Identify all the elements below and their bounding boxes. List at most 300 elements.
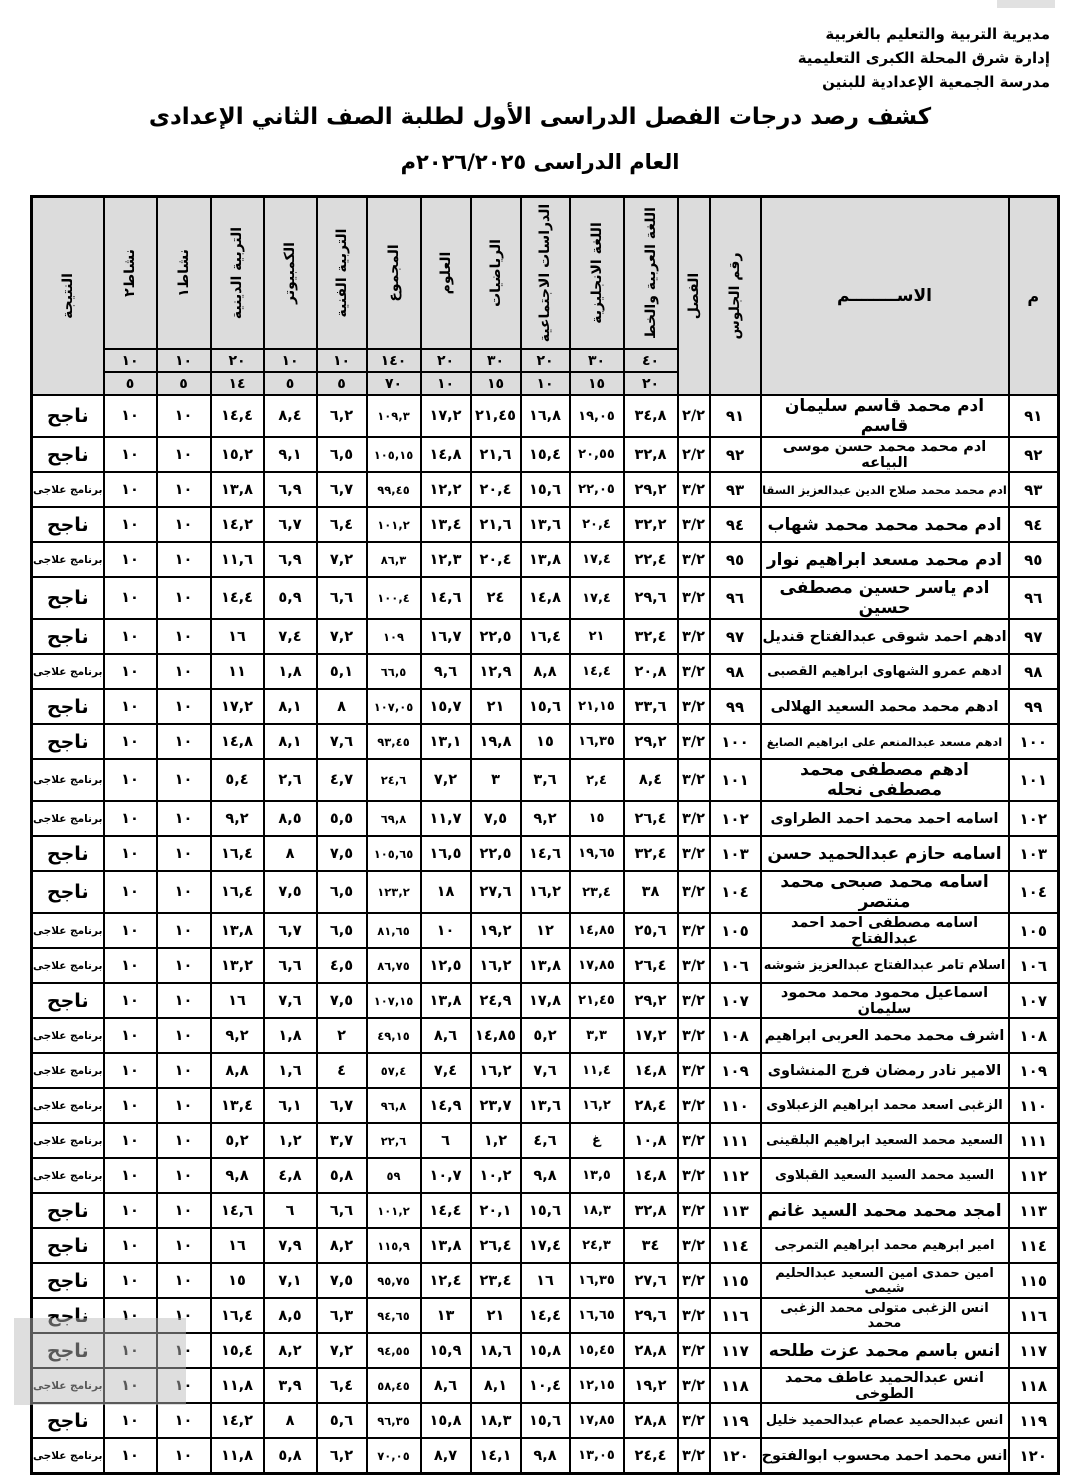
cell-social: ١٤,٤ (521, 1298, 570, 1333)
cell-total: ٩٤,٦٥ (367, 1298, 421, 1333)
cell-computer: ٦,٧ (264, 913, 317, 948)
cell-act2: ١٠ (104, 1193, 157, 1228)
cell-act2: ١٠ (104, 507, 157, 542)
cell-social: ٣,٦ (521, 759, 570, 801)
cell-religion: ١٦,٤ (211, 1298, 264, 1333)
cell-computer: ٦,٧ (264, 507, 317, 542)
cell-art: ٧,٢ (317, 619, 367, 654)
cell-religion: ١٤,٤ (211, 577, 264, 619)
cell-act1: ١٠ (157, 1438, 211, 1474)
cell-act1: ١٠ (157, 1368, 211, 1403)
cell-serial: ٩٧ (1009, 619, 1059, 654)
cell-grade: ٣/٢ (678, 1263, 710, 1298)
cell-arabic: ٢٦,٤ (624, 948, 678, 983)
cell-total: ١٠٧,٠٥ (367, 689, 421, 724)
student-row (32, 1158, 1059, 1193)
cell-religion: ١٤,٦ (211, 1193, 264, 1228)
cell-grade: ٣/٢ (678, 1438, 710, 1474)
cell-result: ناجح (32, 724, 104, 759)
cell-english: ٢٤,٣ (570, 1228, 624, 1263)
cell-result: ناجح (32, 507, 104, 542)
cell-math: ٢١,٤٥ (471, 395, 521, 437)
cell-arabic: ٣٢,٢ (624, 507, 678, 542)
header-row (32, 197, 1059, 350)
cell-serial: ٩٥ (1009, 542, 1059, 577)
cell-math: ٢٣,٧ (471, 1088, 521, 1123)
cell-act2: ١٠ (104, 948, 157, 983)
cell-english: ١٦,٣٥ (570, 724, 624, 759)
cell-social: ١٠,٤ (521, 1368, 570, 1403)
cell-serial: ١٠٦ (1009, 948, 1059, 983)
cell-grade: ٣/٢ (678, 1123, 710, 1158)
cell-act1: ١٠ (157, 1263, 211, 1298)
cell-serial: ١١٨ (1009, 1368, 1059, 1403)
cell-arabic: ٢٤,٤ (624, 1438, 678, 1474)
cell-grade: ٣/٢ (678, 1018, 710, 1053)
full-mark-cell: ٣٠ (471, 349, 521, 372)
cell-science: ١٣,٨ (421, 1228, 471, 1263)
cell-science: ١١,٧ (421, 801, 471, 836)
cell-result: برنامج علاجى (32, 759, 104, 801)
cell-english: ١٣,٠٥ (570, 1438, 624, 1474)
cell-total: ٩٩,٤٥ (367, 472, 421, 507)
cell-religion: ١١,٦ (211, 542, 264, 577)
students-body (32, 395, 1059, 1474)
cell-arabic: ٢٠,٨ (624, 654, 678, 689)
cell-total: ١١٥,٩ (367, 1228, 421, 1263)
student-row (32, 913, 1059, 948)
cell-computer: ٨,٥ (264, 801, 317, 836)
student-row (32, 948, 1059, 983)
cell-act2: ١٠ (104, 1263, 157, 1298)
cell-total: ٩٣,٤٥ (367, 724, 421, 759)
cell-serial: ١٠٧ (1009, 983, 1059, 1018)
cell-art: ٦,٢ (317, 1438, 367, 1474)
min-mark-cell: ٧٠ (367, 372, 421, 395)
cell-seat: ٩٧ (710, 619, 761, 654)
cell-science: ١٢,٣ (421, 542, 471, 577)
cell-arabic: ٣٢,٤ (624, 836, 678, 871)
cell-social: ١٢ (521, 913, 570, 948)
cell-science: ١٥,٩ (421, 1333, 471, 1368)
cell-act1: ١٠ (157, 395, 211, 437)
cell-name: ادهم عمرو الشهاوى ابراهيم القصبى (761, 654, 1009, 689)
cell-religion: ١١,٨ (211, 1368, 264, 1403)
cell-serial: ١١٢ (1009, 1158, 1059, 1193)
min-mark-cell: ١٥ (471, 372, 521, 395)
cell-seat: ٩٤ (710, 507, 761, 542)
student-row (32, 542, 1059, 577)
cell-act2: ١٠ (104, 759, 157, 801)
cell-science: ١٤,٦ (421, 577, 471, 619)
cell-name: انس الزغبى متولى محمد الزغبى محمد (761, 1298, 1009, 1333)
cell-art: ٦,٦ (317, 577, 367, 619)
col-activity-2: نشاط٢ (104, 197, 157, 350)
cell-english: ٢١,١٥ (570, 689, 624, 724)
administration-line: إدارة شرق المحلة الكبرى التعليمية (797, 49, 1050, 67)
cell-art: ٦,٥ (317, 913, 367, 948)
cell-name: اسامه محمد صبحى محمد منتصر (761, 871, 1009, 913)
scan-artifact-bottom-left (14, 1318, 186, 1405)
cell-act2: ١٠ (104, 983, 157, 1018)
cell-social: ١٦,٨ (521, 395, 570, 437)
cell-seat: ١٠٥ (710, 913, 761, 948)
cell-name: انس محمد احمد محسوب ابوالفتوح (761, 1438, 1009, 1474)
min-mark-cell: ١٥ (570, 372, 624, 395)
cell-seat: ١٠٣ (710, 836, 761, 871)
col-total: المجموع (367, 197, 421, 350)
cell-act1: ١٠ (157, 948, 211, 983)
cell-seat: ١١٨ (710, 1368, 761, 1403)
cell-act2: ١٠ (104, 654, 157, 689)
cell-grade: ٣/٢ (678, 983, 710, 1018)
cell-seat: ١٠٠ (710, 724, 761, 759)
cell-computer: ٥,٩ (264, 577, 317, 619)
cell-grade: ٣/٢ (678, 542, 710, 577)
cell-seat: ٩٨ (710, 654, 761, 689)
cell-social: ١٣,٨ (521, 948, 570, 983)
school-header (798, 22, 1050, 94)
student-row (32, 689, 1059, 724)
student-row (32, 1263, 1059, 1298)
cell-act2: ١٠ (104, 1018, 157, 1053)
cell-science: ١٣,٤ (421, 507, 471, 542)
cell-total: ١٠٧,١٥ (367, 983, 421, 1018)
cell-result: ناجح (32, 437, 104, 472)
cell-serial: ٩٤ (1009, 507, 1059, 542)
cell-religion: ١١,٨ (211, 1438, 264, 1474)
col-class: الفصل (678, 197, 710, 396)
cell-english: ١٧,٤ (570, 577, 624, 619)
cell-act1: ١٠ (157, 1123, 211, 1158)
cell-arabic: ٣٣,٦ (624, 689, 678, 724)
cell-serial: ١٠٤ (1009, 871, 1059, 913)
cell-total: ٢٢,٦ (367, 1123, 421, 1158)
cell-act2: ١٠ (104, 1298, 157, 1333)
cell-act2: ١٠ (104, 1053, 157, 1088)
cell-social: ٤,٦ (521, 1123, 570, 1158)
cell-science: ١٢,٥ (421, 948, 471, 983)
cell-math: ٢٢,٥ (471, 619, 521, 654)
cell-computer: ٥,٨ (264, 1438, 317, 1474)
cell-computer: ٨ (264, 836, 317, 871)
cell-act1: ١٠ (157, 577, 211, 619)
cell-art: ٧,٦ (317, 724, 367, 759)
cell-english: ٢,٤ (570, 759, 624, 801)
cell-computer: ١,٦ (264, 1053, 317, 1088)
cell-math: ١٠,٢ (471, 1158, 521, 1193)
cell-name: اسماعيل محمود محمد محمود سليمان (761, 983, 1009, 1018)
cell-science: ١٣,٨ (421, 983, 471, 1018)
cell-english: ١٢,١٥ (570, 1368, 624, 1403)
cell-computer: ٧,٤ (264, 619, 317, 654)
cell-act2: ١٠ (104, 1438, 157, 1474)
cell-name: اسامه مصطفى احمد احمد عبدالفتاح (761, 913, 1009, 948)
cell-grade: ٣/٢ (678, 654, 710, 689)
cell-name: الزغبى اسعد محمد ابراهيم الزعبلاوى (761, 1088, 1009, 1123)
cell-computer: ٨,٢ (264, 1333, 317, 1368)
cell-science: ١٨ (421, 871, 471, 913)
cell-grade: ٣/٢ (678, 759, 710, 801)
cell-result: برنامج علاجى (32, 1018, 104, 1053)
cell-math: ١,٢ (471, 1123, 521, 1158)
directorate-line: مديرية التربية والتعليم بالغربية (825, 25, 1050, 43)
cell-arabic: ٢٩,٢ (624, 472, 678, 507)
cell-total: ٩٦,٣٥ (367, 1403, 421, 1438)
cell-total: ٩٦,٨ (367, 1088, 421, 1123)
cell-religion: ١٤,٢ (211, 507, 264, 542)
cell-social: ٥,٢ (521, 1018, 570, 1053)
cell-science: ١٢,٢ (421, 472, 471, 507)
cell-art: ٦,٧ (317, 472, 367, 507)
cell-seat: ١١٥ (710, 1263, 761, 1298)
cell-arabic: ٣٢,٨ (624, 437, 678, 472)
cell-math: ١٤,٨٥ (471, 1018, 521, 1053)
cell-math: ٢٦,٤ (471, 1228, 521, 1263)
cell-social: ١٧,٤ (521, 1228, 570, 1263)
cell-act1: ١٠ (157, 1298, 211, 1333)
cell-math: ٣ (471, 759, 521, 801)
cell-science: ٦ (421, 1123, 471, 1158)
cell-result: برنامج علاجى (32, 1158, 104, 1193)
cell-seat: ١٠٢ (710, 801, 761, 836)
cell-seat: ٩٩ (710, 689, 761, 724)
cell-total: ٤٩,١٥ (367, 1018, 421, 1053)
cell-result: ناجح (32, 1193, 104, 1228)
cell-math: ١٩,٨ (471, 724, 521, 759)
cell-total: ١٠٠,٤ (367, 577, 421, 619)
cell-art: ٤,٥ (317, 948, 367, 983)
cell-grade: ٣/٢ (678, 1228, 710, 1263)
cell-act1: ١٠ (157, 619, 211, 654)
cell-serial: ٩٦ (1009, 577, 1059, 619)
cell-seat: ١١٢ (710, 1158, 761, 1193)
cell-seat: ١١٩ (710, 1403, 761, 1438)
cell-total: ٨١,٦٥ (367, 913, 421, 948)
cell-name: ادهم محمد محمد السعيد الهلالى (761, 689, 1009, 724)
cell-religion: ٥,٤ (211, 759, 264, 801)
cell-name: اسامه احمد محمد احمد الطراوى (761, 801, 1009, 836)
student-row (32, 654, 1059, 689)
cell-act1: ١٠ (157, 507, 211, 542)
cell-name: ادم محمد محمد حسن موسى البياعه (761, 437, 1009, 472)
cell-serial: ١٢٠ (1009, 1438, 1059, 1474)
cell-seat: ١٢٠ (710, 1438, 761, 1474)
cell-grade: ٣/٢ (678, 1333, 710, 1368)
student-row (32, 1403, 1059, 1438)
col-english: اللغة الانجليزية (570, 197, 624, 350)
cell-name: ادم محمد محمد صلاح الدين عبدالعزيز السقا (761, 472, 1009, 507)
cell-math: ١٦,٢ (471, 948, 521, 983)
cell-art: ٧,٥ (317, 983, 367, 1018)
cell-act2: ١٠ (104, 913, 157, 948)
cell-result: برنامج علاجى (32, 472, 104, 507)
cell-religion: ١٥,٢ (211, 437, 264, 472)
cell-arabic: ٣٤,٨ (624, 395, 678, 437)
cell-art: ٧,٥ (317, 836, 367, 871)
cell-seat: ١١٧ (710, 1333, 761, 1368)
cell-result: ناجح (32, 836, 104, 871)
cell-religion: ١٦,٤ (211, 871, 264, 913)
cell-art: ٧,٢ (317, 542, 367, 577)
cell-seat: ١١٤ (710, 1228, 761, 1263)
cell-english: ١٤,٨٥ (570, 913, 624, 948)
cell-science: ١٥,٨ (421, 1403, 471, 1438)
scan-artifact-top-right (997, 0, 1055, 8)
cell-seat: ١١٦ (710, 1298, 761, 1333)
cell-serial: ١٠٢ (1009, 801, 1059, 836)
cell-art: ٦,٧ (317, 1088, 367, 1123)
cell-religion: ٩,٢ (211, 1018, 264, 1053)
cell-name: اسامه حازم عبدالحميد حسن (761, 836, 1009, 871)
cell-religion: ١٦ (211, 619, 264, 654)
cell-science: ١٦,٧ (421, 619, 471, 654)
cell-grade: ٣/٢ (678, 1298, 710, 1333)
cell-social: ١٥,٨ (521, 1333, 570, 1368)
cell-result: ناجح (32, 1298, 104, 1333)
cell-english: ١٧,٤ (570, 542, 624, 577)
cell-act2: ١٠ (104, 1123, 157, 1158)
cell-science: ٧,٤ (421, 1053, 471, 1088)
cell-social: ١٦,٤ (521, 619, 570, 654)
student-row (32, 871, 1059, 913)
cell-grade: ٣/٢ (678, 689, 710, 724)
cell-arabic: ٢٩,٢ (624, 983, 678, 1018)
cell-total: ٥٧,٤ (367, 1053, 421, 1088)
student-row (32, 724, 1059, 759)
cell-art: ٨ (317, 689, 367, 724)
cell-act1: ١٠ (157, 1053, 211, 1088)
cell-religion: ١٣,٨ (211, 472, 264, 507)
cell-act1: ١٠ (157, 437, 211, 472)
cell-english: ١٦,٦٥ (570, 1298, 624, 1333)
cell-result: ناجح (32, 1263, 104, 1298)
cell-religion: ٩,٨ (211, 1158, 264, 1193)
cell-english: ١٧,٨٥ (570, 948, 624, 983)
student-row (32, 1053, 1059, 1088)
full-mark-cell: ٢٠ (421, 349, 471, 372)
cell-act2: ١٠ (104, 437, 157, 472)
cell-act1: ١٠ (157, 871, 211, 913)
cell-grade: ٢/٢ (678, 437, 710, 472)
cell-arabic: ٢٨,٨ (624, 1333, 678, 1368)
cell-act2: ١٠ (104, 724, 157, 759)
cell-grade: ٣/٢ (678, 913, 710, 948)
cell-math: ١٨,٦ (471, 1333, 521, 1368)
cell-social: ١٣,٦ (521, 1088, 570, 1123)
cell-social: ١٥,٦ (521, 1193, 570, 1228)
cell-english: ٢٠,٥٥ (570, 437, 624, 472)
col-social-studies: الدراسات الاجتماعية (521, 197, 570, 350)
cell-total: ٩٤,٥٥ (367, 1333, 421, 1368)
cell-name: ادم محمد قاسم سليمان قاسم (761, 395, 1009, 437)
cell-result: ناجح (32, 619, 104, 654)
cell-arabic: ١٤,٨ (624, 1053, 678, 1088)
cell-act2: ١٠ (104, 577, 157, 619)
cell-english: ٢٢,٠٥ (570, 472, 624, 507)
cell-social: ١٦ (521, 1263, 570, 1298)
cell-computer: ٨,٥ (264, 1298, 317, 1333)
min-mark-cell: ٥ (157, 372, 211, 395)
col-religion: التربية الدينية (211, 197, 264, 350)
cell-science: ١٣,١ (421, 724, 471, 759)
cell-arabic: ١٩,٢ (624, 1368, 678, 1403)
cell-social: ١٤,٦ (521, 836, 570, 871)
student-row (32, 507, 1059, 542)
cell-grade: ٣/٢ (678, 619, 710, 654)
grades-table (30, 195, 1060, 1475)
cell-act1: ١٠ (157, 724, 211, 759)
student-row (32, 836, 1059, 871)
cell-english: ٢١,٤٥ (570, 983, 624, 1018)
cell-grade: ٣/٢ (678, 1403, 710, 1438)
cell-grade: ٣/٢ (678, 1053, 710, 1088)
student-row (32, 1438, 1059, 1474)
cell-name: الامير نادر رمضان فرج المنشاوى (761, 1053, 1009, 1088)
cell-social: ١٥,٤ (521, 437, 570, 472)
cell-social: ١٦,٢ (521, 871, 570, 913)
cell-religion: ١١ (211, 654, 264, 689)
cell-result: ناجح (32, 1228, 104, 1263)
cell-science: ١٠,٧ (421, 1158, 471, 1193)
cell-computer: ٧,١ (264, 1263, 317, 1298)
cell-act2: ١٠ (104, 1368, 157, 1403)
cell-serial: ١٠٨ (1009, 1018, 1059, 1053)
cell-serial: ١١٤ (1009, 1228, 1059, 1263)
cell-name: السعيد محمد السعيد ابراهيم البلقينى (761, 1123, 1009, 1158)
cell-computer: ٢,٦ (264, 759, 317, 801)
cell-religion: ١٥ (211, 1263, 264, 1298)
cell-computer: ٤,٨ (264, 1158, 317, 1193)
full-mark-cell: ٤٠ (624, 349, 678, 372)
cell-seat: ١٠٧ (710, 983, 761, 1018)
cell-grade: ٣/٢ (678, 1088, 710, 1123)
cell-social: ٨,٨ (521, 654, 570, 689)
cell-name: انس عبدالحميد عاطف محمد الطوخى (761, 1368, 1009, 1403)
cell-name: انس باسم محمد عزت طلحه (761, 1333, 1009, 1368)
cell-computer: ١,٨ (264, 1018, 317, 1053)
min-mark-cell: ٢٠ (624, 372, 678, 395)
cell-art: ٦,٦ (317, 1193, 367, 1228)
cell-art: ٢ (317, 1018, 367, 1053)
cell-english: ١٩,٦٥ (570, 836, 624, 871)
cell-arabic: ٢٩,٦ (624, 1298, 678, 1333)
cell-computer: ٦,٦ (264, 948, 317, 983)
cell-grade: ٣/٢ (678, 1193, 710, 1228)
cell-act2: ١٠ (104, 836, 157, 871)
student-row (32, 437, 1059, 472)
cell-religion: ١٦ (211, 1228, 264, 1263)
cell-science: ١٥,٧ (421, 689, 471, 724)
cell-act1: ١٠ (157, 801, 211, 836)
cell-name: امين حمدى امين السعيد عبدالحليم شيمى (761, 1263, 1009, 1298)
cell-science: ١٤,٩ (421, 1088, 471, 1123)
col-science: العلوم (421, 197, 471, 350)
cell-total: ١٠٥,١٥ (367, 437, 421, 472)
cell-english: ١٤,٤ (570, 654, 624, 689)
cell-act1: ١٠ (157, 913, 211, 948)
cell-result: برنامج علاجى (32, 801, 104, 836)
col-result: النتيجة (32, 197, 104, 396)
cell-english: ١٦,٣٥ (570, 1263, 624, 1298)
cell-computer: ٨,١ (264, 689, 317, 724)
cell-computer: ٨ (264, 1403, 317, 1438)
cell-serial: ٩٩ (1009, 689, 1059, 724)
min-mark-cell: ٥ (264, 372, 317, 395)
cell-name: اشرف محمد محمد العربى ابراهيم (761, 1018, 1009, 1053)
cell-art: ٥,٨ (317, 1158, 367, 1193)
cell-english: غ (570, 1123, 624, 1158)
